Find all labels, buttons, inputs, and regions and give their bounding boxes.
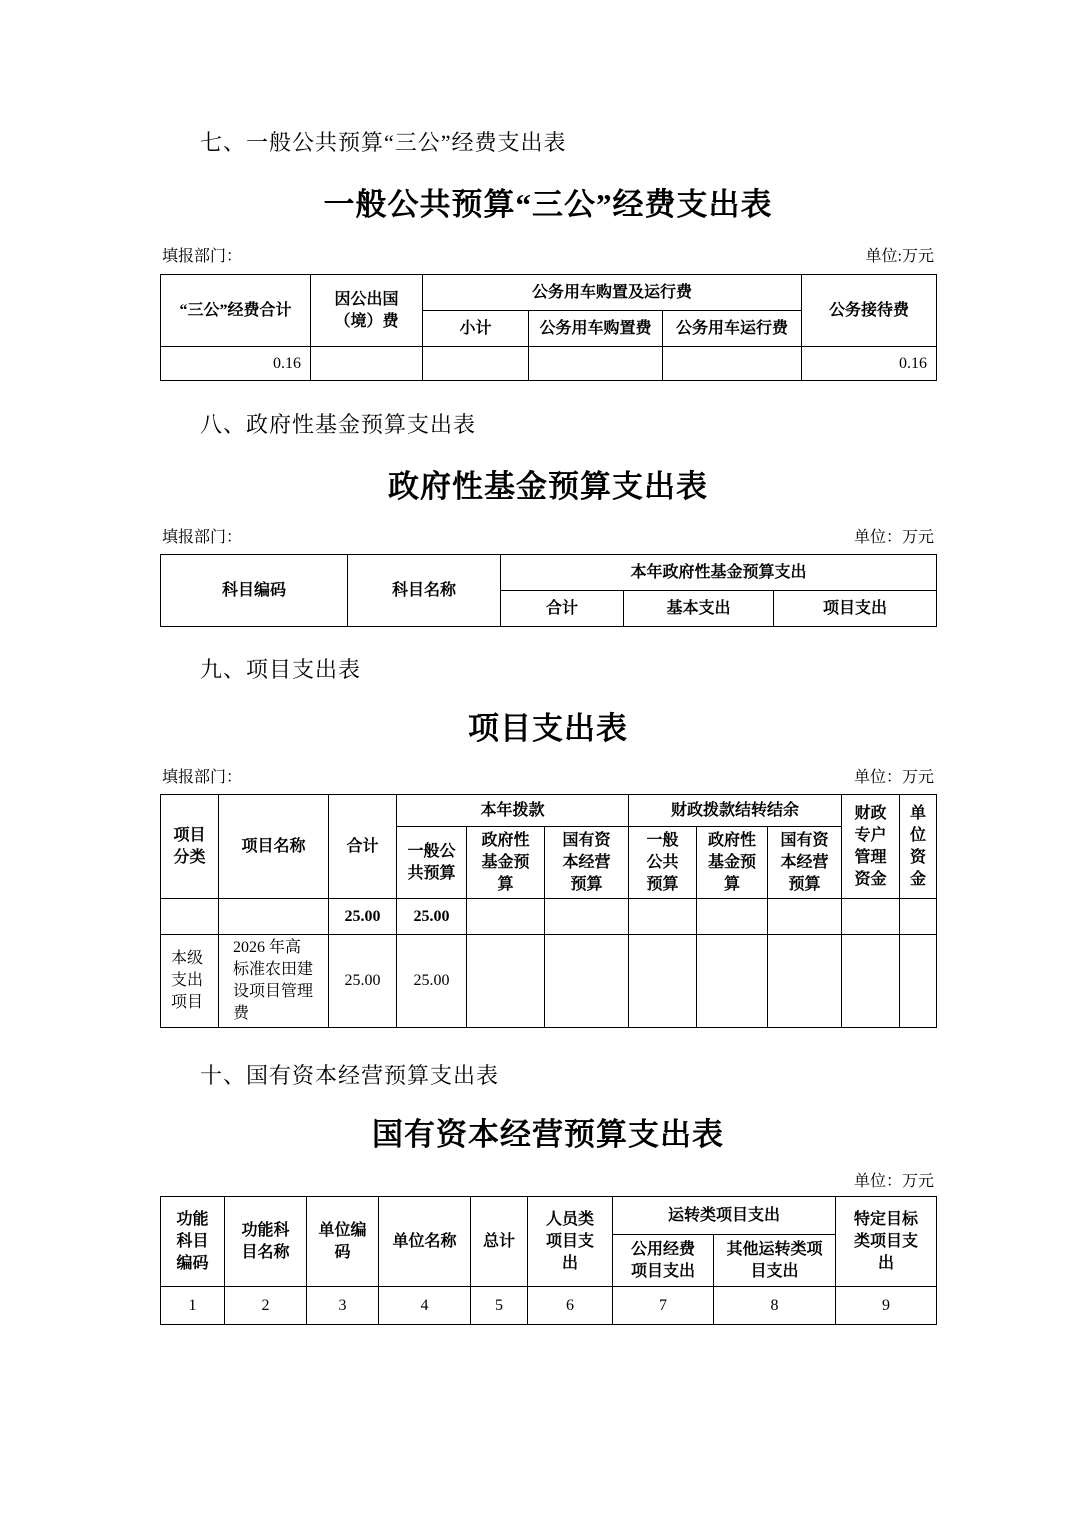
cell-col-num-4: 4 [379, 1287, 471, 1325]
cell-fiscal-account-fund [842, 899, 900, 935]
project-table-title: 项目支出表 [468, 711, 628, 746]
cell-col-num-3: 3 [307, 1287, 379, 1325]
header-cy-gov-fund-budget: 政府性基金预算 [467, 827, 545, 899]
dept-label: 填报部门： [162, 769, 243, 786]
state-capital-budget-table [160, 1196, 937, 1325]
section-state-capital-budget [160, 1061, 936, 1325]
cell-sangong-total: 0.16 [161, 347, 311, 381]
cell-project-name [219, 899, 329, 935]
header-fiscal-account-fund: 财政专户管理资金 [842, 795, 900, 899]
header-carry-gov-fund-budget: 政府性基金预算 [697, 827, 768, 899]
cell-carry-general [629, 935, 697, 1028]
cell-cy-state-capital [545, 899, 629, 935]
header-cy-general-budget: 一般公共预算 [397, 827, 467, 899]
header-other-operation-project: 其他运转类项目支出 [714, 1235, 836, 1287]
cell-cy-gov-fund [467, 935, 545, 1028]
header-vehicle-group: 公务用车购置及运行费 [423, 275, 802, 311]
cell-project-name: 2026 年高标准农田建设项目管理费 [219, 935, 329, 1028]
cell-cy-state-capital [545, 935, 629, 1028]
header-abroad-fee: 因公出国（境）费 [311, 275, 423, 347]
header-unit-fund: 单位资金 [900, 795, 937, 899]
cell-cy-general: 25.00 [397, 935, 467, 1028]
section-10-heading: 十、国有资本经营预算支出表 [200, 1063, 500, 1088]
header-vehicle-subtotal: 小计 [423, 311, 529, 347]
section-sangong-expense [160, 128, 936, 381]
header-vehicle-operation: 公务用车运行费 [663, 311, 802, 347]
section-9-heading: 九、项目支出表 [200, 657, 362, 682]
unit-label: 单位：万元 [853, 769, 934, 786]
cell-col-num-5: 5 [471, 1287, 528, 1325]
unit-label: 单位：万元 [853, 1173, 934, 1190]
gov-fund-meta-row [160, 528, 936, 548]
cell-vehicle-subtotal [423, 347, 529, 381]
project-data-row [161, 935, 937, 1028]
cell-cy-gov-fund [467, 899, 545, 935]
header-project-name: 项目名称 [219, 795, 329, 899]
cell-col-num-6: 6 [528, 1287, 613, 1325]
cell-col-num-9: 9 [836, 1287, 937, 1325]
dept-label: 填报部门： [162, 248, 243, 265]
document-page [160, 0, 936, 1325]
header-reception-fee: 公务接待费 [802, 275, 937, 347]
cell-fiscal-account-fund [842, 935, 900, 1028]
sangong-expense-table [160, 274, 937, 381]
cell-vehicle-operation [663, 347, 802, 381]
header-cy-state-capital-budget: 国有资本经营预算 [545, 827, 629, 899]
cell-col-num-7: 7 [613, 1287, 714, 1325]
header-grand-total: 总计 [471, 1197, 528, 1287]
cell-unit-fund [900, 899, 937, 935]
project-expenditure-table [160, 794, 937, 1028]
header-fund-total: 合计 [501, 591, 624, 627]
cell-carry-general [629, 899, 697, 935]
cell-carry-state-capital [768, 899, 842, 935]
section-project-expenditure [160, 655, 936, 1028]
header-fund-basic: 基本支出 [624, 591, 774, 627]
project-total-row [161, 899, 937, 935]
header-fund-project: 项目支出 [774, 591, 937, 627]
state-capital-table-title: 国有资本经营预算支出表 [372, 1117, 724, 1152]
header-operation-group: 运转类项目支出 [613, 1197, 836, 1235]
cell-cy-general: 25.00 [397, 899, 467, 935]
cell-category [161, 899, 219, 935]
header-unit-code: 单位编码 [307, 1197, 379, 1287]
unit-label: 单位：万元 [853, 529, 934, 546]
sangong-data-row [161, 347, 937, 381]
column-number-row [161, 1287, 937, 1325]
header-vehicle-purchase: 公务用车购置费 [529, 311, 663, 347]
dept-label: 填报部门： [162, 529, 243, 546]
section-7-heading: 七、一般公共预算“三公”经费支出表 [200, 130, 567, 155]
header-sangong-total: “三公”经费合计 [161, 275, 311, 347]
header-carry-state-capital-budget: 国有资本经营预算 [768, 827, 842, 899]
section-gov-fund-budget [160, 410, 936, 627]
state-capital-meta-row [160, 1172, 936, 1192]
unit-label: 单位:万元 [865, 248, 934, 265]
cell-abroad-fee [311, 347, 423, 381]
cell-carry-state-capital [768, 935, 842, 1028]
gov-fund-budget-table [160, 554, 937, 627]
cell-category: 本级支出项目 [161, 935, 219, 1028]
cell-unit-fund [900, 935, 937, 1028]
section-8-heading: 八、政府性基金预算支出表 [200, 412, 477, 437]
cell-vehicle-purchase [529, 347, 663, 381]
header-unit-name: 单位名称 [379, 1197, 471, 1287]
cell-reception-fee: 0.16 [802, 347, 937, 381]
header-function-subject-code: 功能科目编码 [161, 1197, 225, 1287]
header-special-target-project: 特定目标类项目支出 [836, 1197, 937, 1287]
header-public-expense-project: 公用经费项目支出 [613, 1235, 714, 1287]
cell-total: 25.00 [329, 935, 397, 1028]
header-current-year-group: 本年拨款 [397, 795, 629, 827]
cell-col-num-1: 1 [161, 1287, 225, 1325]
header-carryover-group: 财政拨款结转结余 [629, 795, 842, 827]
cell-carry-gov-fund [697, 899, 768, 935]
header-subject-name: 科目名称 [348, 555, 501, 627]
gov-fund-table-title: 政府性基金预算支出表 [388, 469, 708, 504]
header-project-total: 合计 [329, 795, 397, 899]
sangong-meta-row [160, 247, 936, 267]
header-subject-code: 科目编码 [161, 555, 348, 627]
header-project-category: 项目分类 [161, 795, 219, 899]
header-function-subject-name: 功能科目名称 [225, 1197, 307, 1287]
cell-total: 25.00 [329, 899, 397, 935]
header-carry-general-budget: 一般公共预算 [629, 827, 697, 899]
header-personnel-project: 人员类项目支出 [528, 1197, 613, 1287]
header-year-fund-group: 本年政府性基金预算支出 [501, 555, 937, 591]
cell-col-num-2: 2 [225, 1287, 307, 1325]
cell-carry-gov-fund [697, 935, 768, 1028]
cell-col-num-8: 8 [714, 1287, 836, 1325]
sangong-table-title: 一般公共预算“三公”经费支出表 [323, 187, 773, 222]
project-meta-row [160, 768, 936, 788]
